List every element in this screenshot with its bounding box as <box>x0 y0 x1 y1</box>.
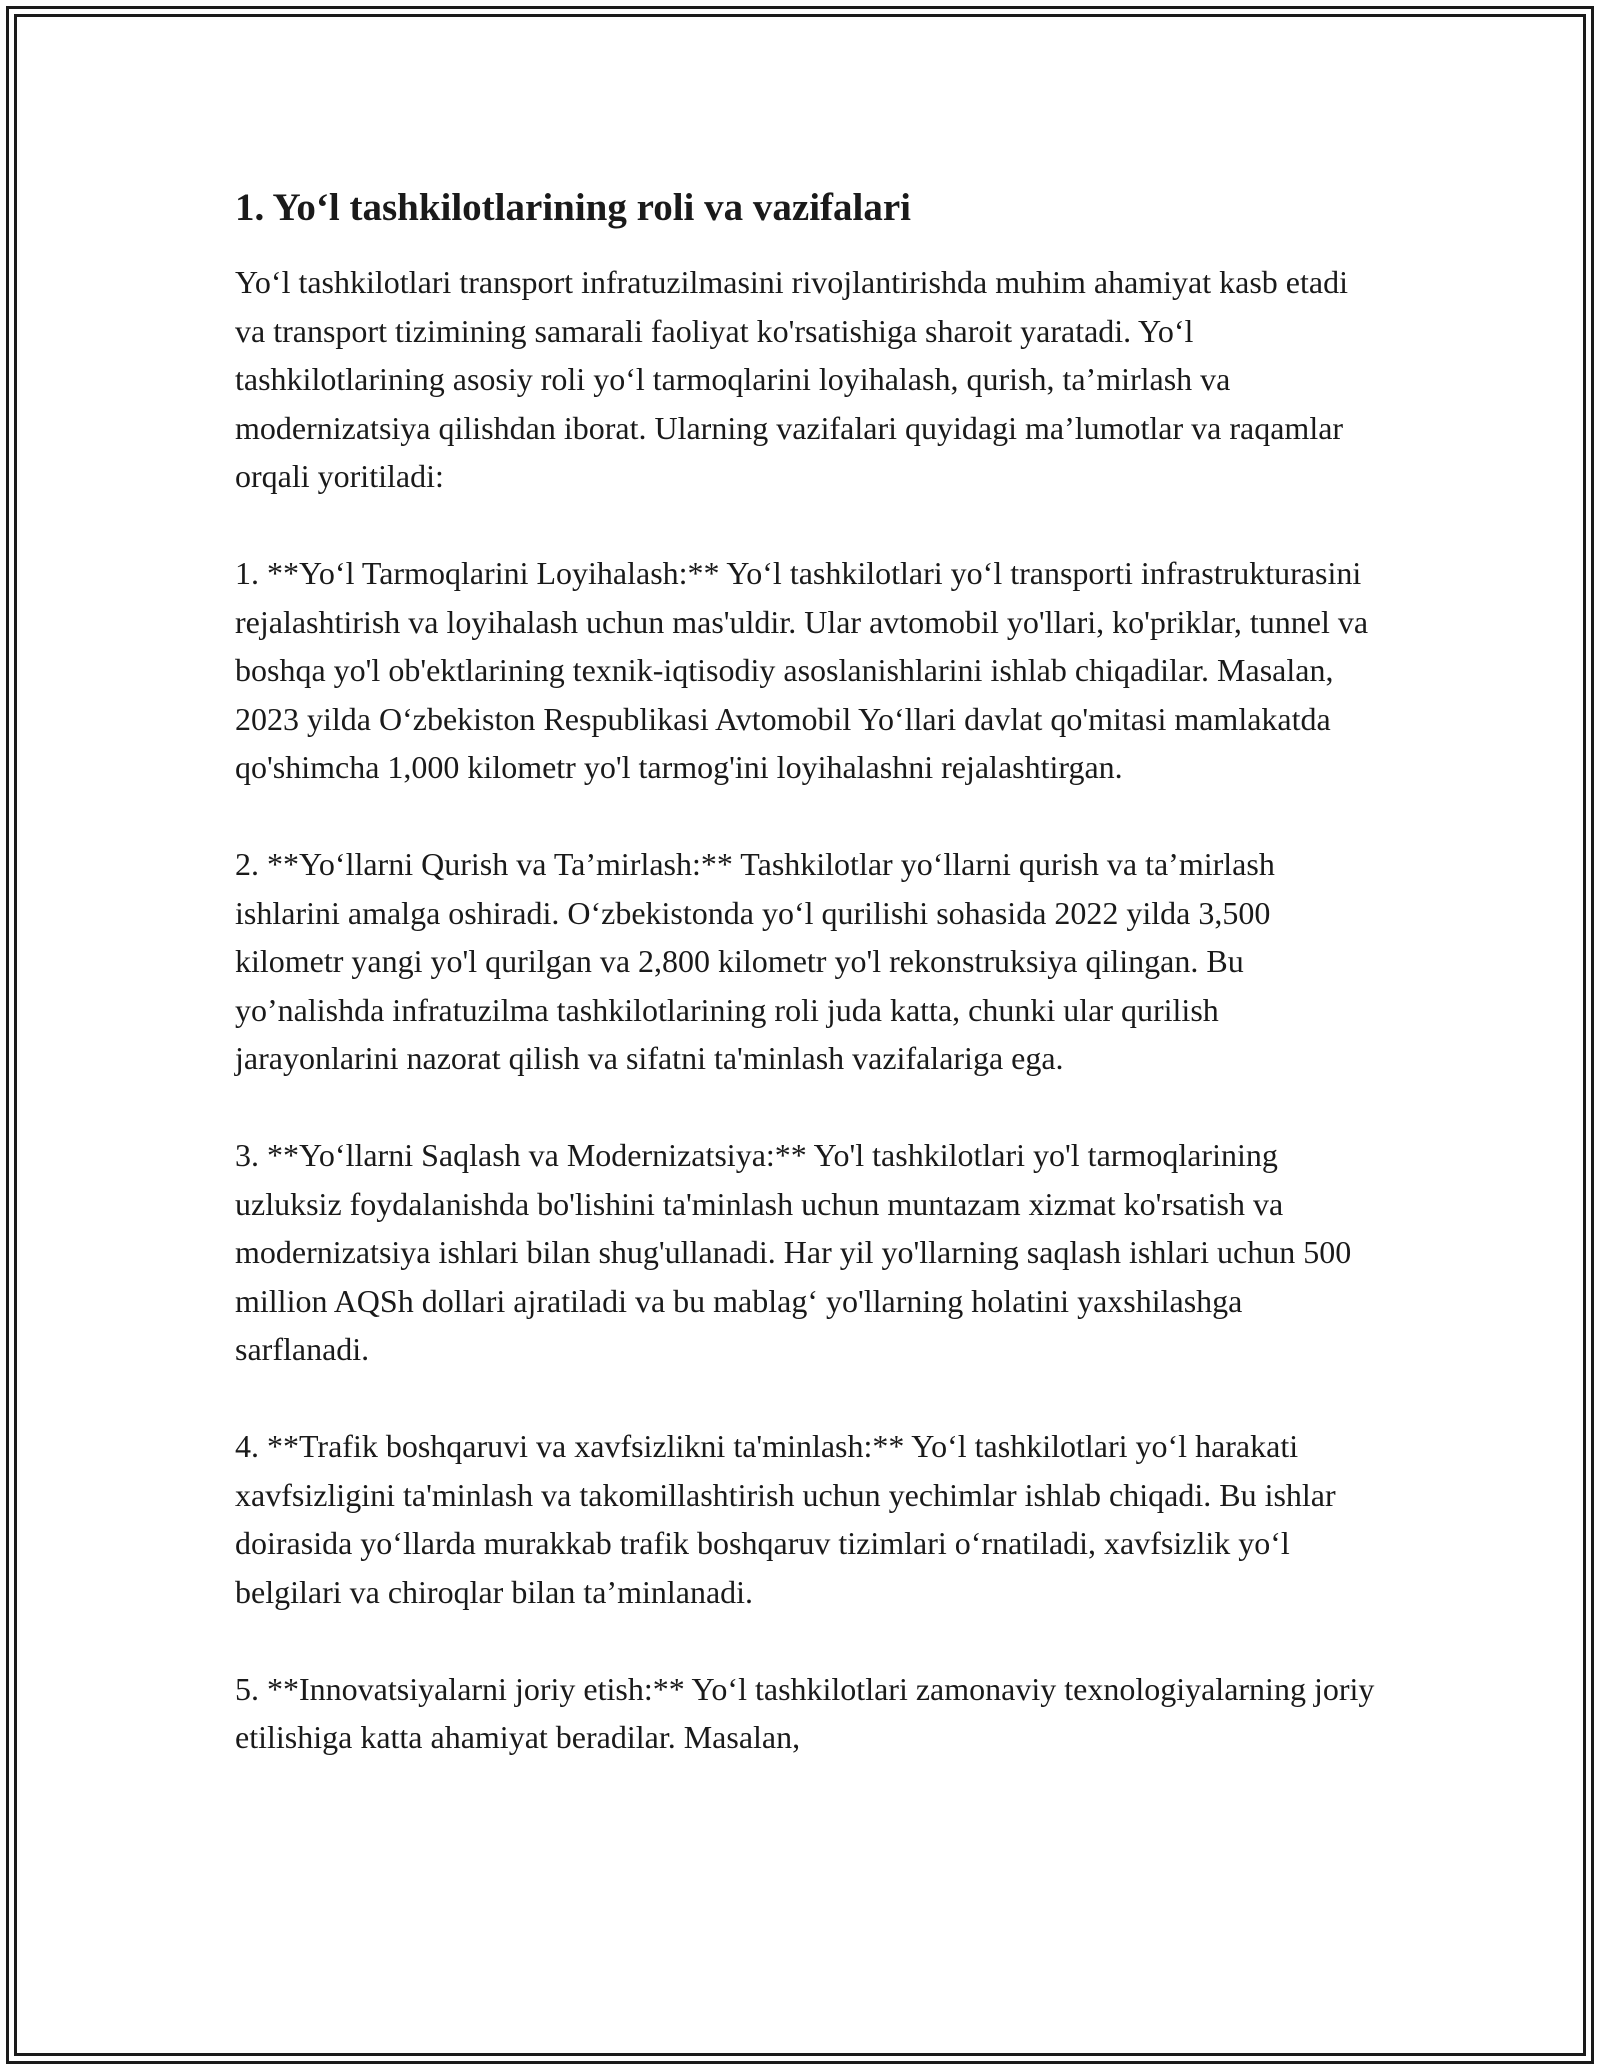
section-heading: 1. Yo‘l tashkilotlarining roli va vazifalari <box>235 186 912 229</box>
list-item-1-paragraph: 1. **Yo‘l Tarmoqlarini Loyihalash:** Yo‘l tashkilotlari yo‘l transporti infrastrukturasini rejalashtirish va loyihalash uchun mas'uldir. Ular avtomobil yo'llari, ko'priklar, tunnel va boshqa yo'l ob'ektlarining texnik-iqtisodiy asoslanishlarini ishlab chiqadilar. Masalan, 2023 yilda O‘zbekiston Respublikasi Avtomobil Yo‘llari davlat qo'mitasi mamlakatda qo'shimcha 1,000 kilometr yo'l tarmog'ini loyihalashni rejalashtirgan. <box>235 555 1369 785</box>
intro-paragraph: Yo‘l tashkilotlari transport infratuzilmasini rivojlantirishda muhim ahamiyat kasb etadi va transport tizimining samarali faoliyat ko'rsatishiga sharoit yaratadi. Yo‘l tashkilotlarining asosiy roli yo‘l tarmoqlarini loyihalash, qurish, ta’mirlash va modernizatsiya qilishdan iborat. Ularning vazifalari quyidagi ma’lumotlar va raqamlar orqali yoritiladi: <box>235 264 1348 494</box>
list-item-3-paragraph: 3. **Yo‘llarni Saqlash va Modernizatsiya:** Yo'l tashkilotlari yo'l tarmoqlarining uzluksiz foydalanishda bo'lishini ta'minlash uchun muntazam xizmat ko'rsatish va modernizatsiya ishlari bilan shug'ullanadi. Har yil yo'llarning saqlash ishlari uchun 500 million AQSh dollari ajratiladi va bu mablag‘ yo'llarning holatini yaxshilashga sarflanadi. <box>235 1137 1352 1367</box>
list-item-5-paragraph: 5. **Innovatsiyalarni joriy etish:** Yo‘l tashkilotlari zamonaviy texnologiyalarning joriy etilishiga katta ahamiyat beradilar. Masalan, <box>235 1670 1375 1755</box>
list-item-4-paragraph: 4. **Trafik boshqaruvi va xavfsizlikni ta'minlash:** Yo‘l tashkilotlari yo‘l harakati xavfsizligini ta'minlash va takomillashtirish uchun yechimlar ishlab chiqadi. Bu ishlar doirasida yo‘llarda murakkab trafik boshqaruv tizimlari o‘rnatiladi, xavfsizlik yo‘l belgilari va chiroqlar bilan ta’minlanadi. <box>235 1428 1336 1610</box>
document-body <box>235 180 1375 1810</box>
list-item-2-paragraph: 2. **Yo‘llarni Qurish va Ta’mirlash:** Tashkilotlar yo‘llarni qurish va ta’mirlash ishlarini amalga oshiradi. O‘zbekistonda yo‘l qurilishi sohasida 2022 yilda 3,500 kilometr yangi yo'l qurilgan va 2,800 kilometr yo'l rekonstruksiya qilingan. Bu yo’nalishda infratuzilma tashkilotlarining roli juda katta, chunki ular qurilish jarayonlarini nazorat qilish va sifatni ta'minlash vazifalariga ega. <box>235 846 1275 1076</box>
